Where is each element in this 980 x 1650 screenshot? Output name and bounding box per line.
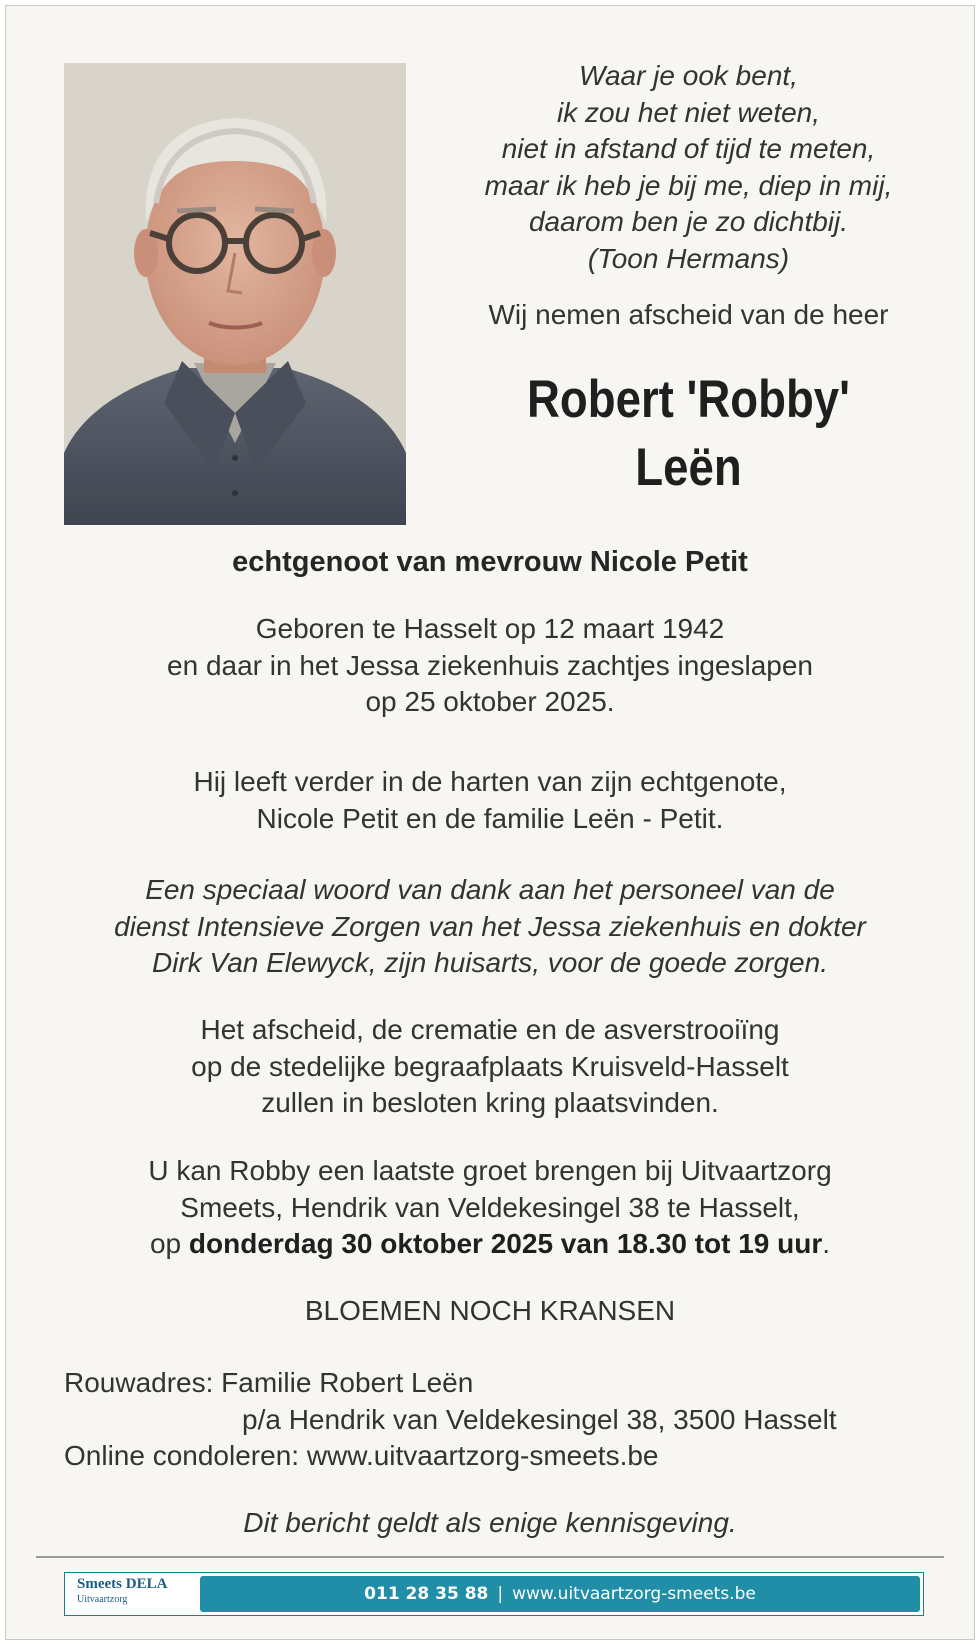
birth-paragraph (46, 611, 934, 721)
funeral-home-banner (64, 1572, 924, 1616)
poem-line: Waar je ook bent, (579, 60, 798, 91)
ceremony-paragraph (46, 1012, 934, 1122)
thanks-paragraph (46, 872, 934, 982)
poem-author: (Toon Hermans) (587, 242, 790, 274)
text-line: op de stedelijke begraafplaats Kruisveld-Hasselt (191, 1050, 789, 1082)
separator: | (497, 1584, 504, 1604)
text-line: Het afscheid, de crematie en de asverstrooiïng (200, 1014, 780, 1045)
text-fragment: op (149, 1228, 189, 1260)
closing-note (46, 1505, 934, 1542)
deceased-name (471, 366, 905, 502)
contact-bar (200, 1576, 920, 1612)
family-paragraph (46, 764, 934, 837)
text-line: Smeets, Hendrik van Veldekesingel 38 te Hasselt, (180, 1191, 800, 1223)
portrait-photo (64, 63, 406, 525)
text-line: Geboren te Hasselt op 12 maart 1942 (255, 613, 725, 644)
poem-line: daarom ben je zo dichtbij. (528, 206, 849, 238)
text-line: Dirk Van Elewyck, zijn huisarts, voor de goede zorgen. (152, 947, 828, 979)
text-fragment: . (822, 1228, 831, 1260)
address-block (64, 1365, 944, 1475)
text-line: U kan Robby een laatste groet brengen bij Uitvaartzorg (148, 1155, 832, 1186)
website-link[interactable]: www.uitvaartzorg-smeets.be (512, 1584, 756, 1604)
logo-subtitle: Uitvaartzorg (77, 1594, 128, 1605)
visit-date: donderdag 30 oktober 2025 van 18.30 tot 19 uur (188, 1228, 823, 1260)
intro-text: Wij nemen afscheid van de heer (488, 299, 889, 330)
name-line: Robert 'Robby' (526, 370, 851, 429)
poem (436, 58, 941, 278)
phone-number[interactable]: 011 28 35 88 (364, 1584, 489, 1604)
spouse-line: echtgenoot van mevrouw Nicole Petit (232, 546, 748, 578)
text-line: zullen in besloten kring plaatsvinden. (261, 1087, 719, 1119)
surname-line: Leën (635, 438, 742, 497)
text-line: Nicole Petit en de familie Leën - Petit. (256, 802, 724, 834)
obituary-card (5, 5, 975, 1640)
text-line: Hij leeft verder in de harten van zijn echtgenote, (193, 766, 787, 797)
text-line: Een speciaal woord van dank aan het personeel van de (145, 874, 835, 905)
divider (36, 1556, 944, 1558)
smeets-dela-logo (65, 1573, 200, 1615)
visit-date-line (46, 1226, 934, 1263)
address-line: Rouwadres: Familie Robert Leën (64, 1367, 474, 1398)
address-line: p/a Hendrik van Veldekesingel 38, 3500 Hasselt (242, 1403, 837, 1435)
condolence-link[interactable]: Online condoleren: www.uitvaartzorg-smeets.be (64, 1440, 659, 1472)
text-line: BLOEMEN NOCH KRANSEN (304, 1295, 676, 1326)
visit-paragraph (46, 1153, 934, 1263)
logo-title: Smeets DELA (77, 1576, 168, 1592)
text-line: dienst Intensieve Zorgen van het Jessa ziekenhuis en dokter (114, 910, 866, 942)
poem-line: niet in afstand of tijd te meten, (501, 133, 876, 165)
text-line: Dit bericht geldt als enige kennisgeving. (243, 1507, 737, 1538)
text-line: op 25 oktober 2025. (365, 686, 615, 718)
poem-line: maar ik heb je bij me, diep in mij, (484, 169, 893, 201)
flowers-notice (46, 1293, 934, 1330)
poem-line: ik zou het niet weten, (556, 96, 821, 128)
portrait-icon (64, 63, 406, 525)
text-line: en daar in het Jessa ziekenhuis zachtjes ingeslapen (167, 649, 813, 681)
